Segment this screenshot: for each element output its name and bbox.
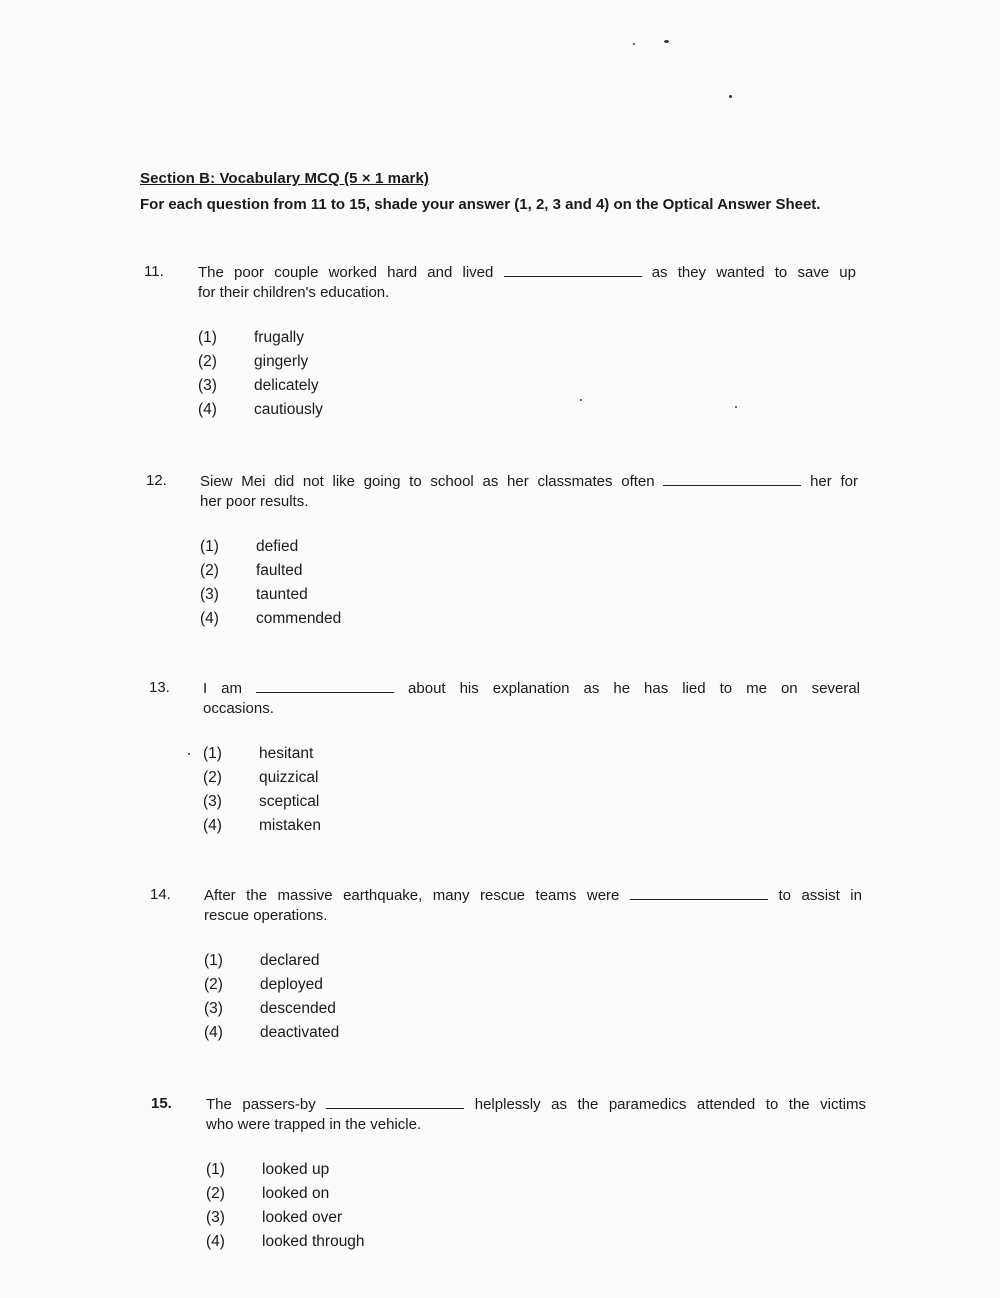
question-line-2: for their children's education. — [198, 284, 390, 301]
option-number: (4) — [204, 1024, 223, 1041]
stem-before-blank: The passers-by — [206, 1096, 316, 1113]
option-number: (2) — [203, 769, 222, 786]
option-4[interactable] — [204, 1021, 339, 1045]
question-stem — [206, 1094, 866, 1135]
question-number: 15. — [151, 1095, 172, 1112]
stem-after-blank: as they wanted to save up — [651, 264, 856, 281]
option-text: deployed — [260, 976, 323, 993]
option-3[interactable] — [203, 790, 321, 814]
scan-speck — [729, 95, 732, 98]
question-stem — [198, 262, 856, 303]
option-text: sceptical — [259, 793, 320, 810]
section-instructions: For each question from 11 to 15, shade your answer (1, 2, 3 and 4) on the Optical Answer Sheet. — [140, 196, 821, 213]
scan-speck — [664, 40, 669, 43]
option-2[interactable] — [204, 973, 339, 997]
option-4[interactable] — [206, 1230, 365, 1254]
answer-blank — [256, 678, 394, 693]
option-text: taunted — [256, 586, 308, 603]
option-text: cautiously — [254, 401, 323, 418]
option-number: (4) — [198, 401, 217, 418]
option-number: (3) — [206, 1209, 225, 1226]
option-number: (1) — [204, 952, 223, 969]
question-stem — [204, 885, 862, 926]
stem-before-blank: The poor couple worked hard and lived — [198, 264, 494, 281]
option-text: looked on — [262, 1185, 330, 1202]
stem-after-blank: to assist in — [778, 887, 862, 904]
option-1[interactable] — [203, 742, 321, 766]
section-heading: Section B: Vocabulary MCQ (5 × 1 mark) — [140, 170, 430, 187]
question-line-2: who were trapped in the vehicle. — [206, 1116, 422, 1133]
stem-after-blank: her for — [810, 473, 858, 490]
option-text: looked up — [262, 1161, 330, 1178]
question-number: 13. — [149, 679, 170, 696]
option-text: deactivated — [260, 1024, 340, 1041]
option-text: declared — [260, 952, 320, 969]
question-line-1 — [203, 678, 860, 699]
option-number: (1) — [200, 538, 219, 555]
option-number: (4) — [200, 610, 219, 627]
answer-blank — [326, 1094, 464, 1109]
question-line-1 — [200, 471, 858, 492]
option-text: frugally — [254, 329, 304, 346]
option-4[interactable] — [203, 814, 321, 838]
option-4[interactable] — [198, 398, 323, 422]
option-4[interactable] — [200, 607, 341, 631]
answer-blank — [630, 885, 768, 900]
option-text: faulted — [256, 562, 303, 579]
scan-speck — [188, 753, 190, 755]
option-number: (1) — [206, 1161, 225, 1178]
option-1[interactable] — [206, 1158, 365, 1182]
option-3[interactable] — [200, 583, 341, 607]
stem-before-blank: I am — [203, 680, 243, 697]
option-1[interactable] — [198, 326, 323, 350]
stem-before-blank: Siew Mei did not like going to school as her classmates often — [200, 473, 655, 490]
option-number: (4) — [206, 1233, 225, 1250]
option-2[interactable] — [198, 350, 323, 374]
option-number: (3) — [200, 586, 219, 603]
option-text: looked over — [262, 1209, 343, 1226]
scan-speck — [633, 43, 635, 45]
option-text: quizzical — [259, 769, 319, 786]
question-line-2: her poor results. — [200, 493, 309, 510]
option-number: (4) — [203, 817, 222, 834]
option-text: gingerly — [254, 353, 309, 370]
option-1[interactable] — [204, 949, 339, 973]
question-line-2: occasions. — [203, 700, 274, 717]
option-2[interactable] — [200, 559, 341, 583]
scan-speck — [580, 399, 582, 401]
question-line-1 — [198, 262, 856, 283]
options-list — [204, 949, 339, 1045]
stem-after-blank: helplessly as the paramedics attended to the victims — [474, 1096, 866, 1113]
option-text: hesitant — [259, 745, 314, 762]
options-list — [198, 326, 323, 422]
options-list — [200, 535, 341, 631]
option-3[interactable] — [206, 1206, 365, 1230]
option-text: commended — [256, 610, 342, 627]
option-number: (3) — [203, 793, 222, 810]
stem-before-blank: After the massive earthquake, many rescue teams were — [204, 887, 620, 904]
question-number: 14. — [150, 886, 171, 903]
option-text: looked through — [262, 1233, 365, 1250]
question-number: 11. — [144, 263, 164, 280]
question-line-1 — [206, 1094, 866, 1115]
option-text: defied — [256, 538, 299, 555]
answer-blank — [504, 262, 642, 277]
answer-blank — [663, 471, 801, 486]
question-line-1 — [204, 885, 862, 906]
question-number: 12. — [146, 472, 167, 489]
options-list — [203, 742, 321, 838]
option-number: (3) — [204, 1000, 223, 1017]
scan-speck — [735, 406, 737, 408]
option-2[interactable] — [203, 766, 321, 790]
option-3[interactable] — [204, 997, 339, 1021]
option-number: (3) — [198, 377, 217, 394]
question-stem — [203, 678, 860, 719]
option-text: descended — [260, 1000, 336, 1017]
option-text: delicately — [254, 377, 319, 394]
question-stem — [200, 471, 858, 512]
option-number: (2) — [204, 976, 223, 993]
option-number: (2) — [206, 1185, 225, 1202]
option-text: mistaken — [259, 817, 322, 834]
question-line-2: rescue operations. — [204, 907, 328, 924]
option-1[interactable] — [200, 535, 341, 559]
option-2[interactable] — [206, 1182, 365, 1206]
stem-after-blank: about his explanation as he has lied to me on several — [408, 680, 860, 697]
option-number: (2) — [200, 562, 219, 579]
option-3[interactable] — [198, 374, 323, 398]
option-number: (1) — [198, 329, 217, 346]
option-number: (1) — [203, 745, 222, 762]
options-list — [206, 1158, 365, 1254]
option-number: (2) — [198, 353, 217, 370]
